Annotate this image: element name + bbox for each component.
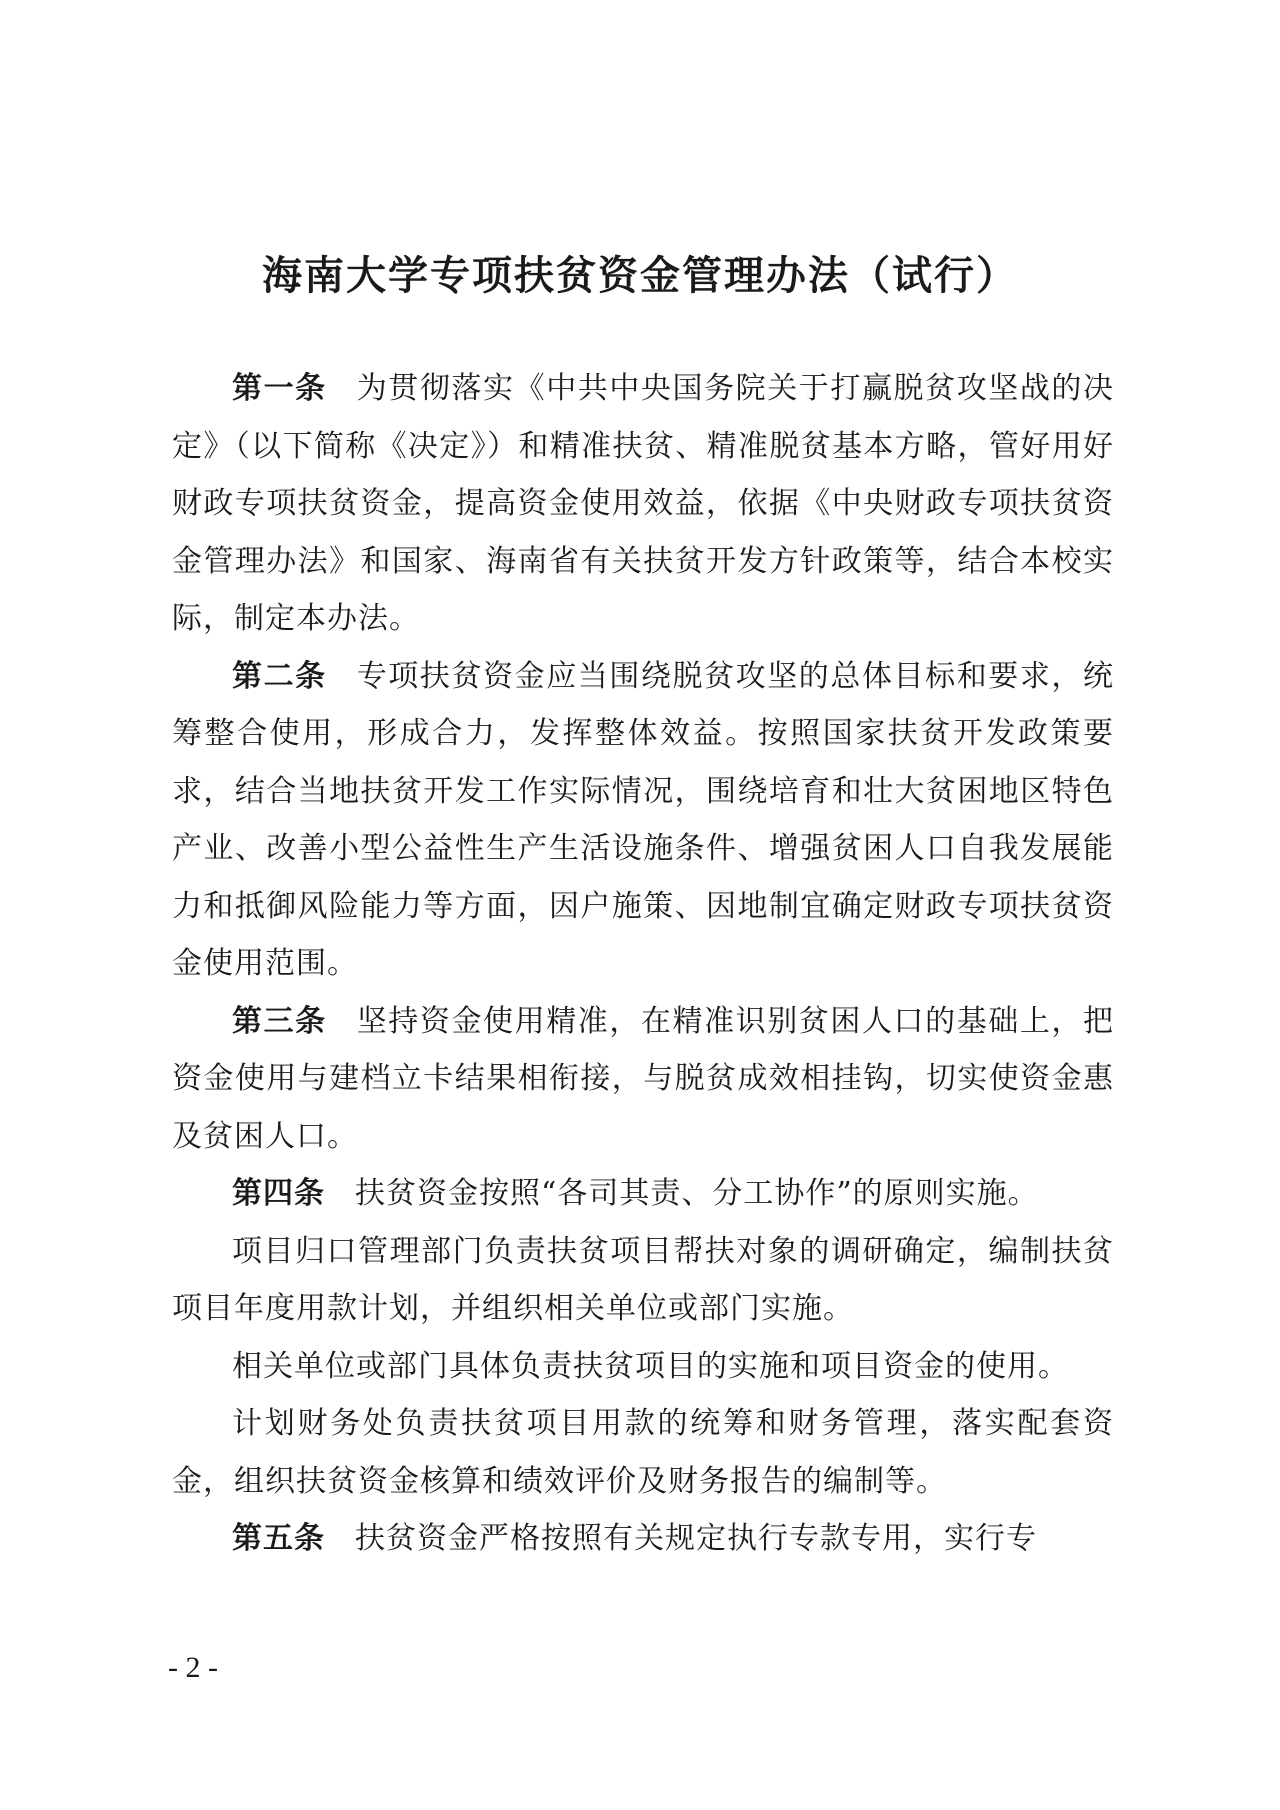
page-number: - 2 - (168, 1651, 218, 1684)
paragraph-text: 相关单位或部门具体负责扶贫项目的实施和项目资金的使用。 (232, 1348, 1069, 1384)
paragraph-text: 项目归口管理部门负责扶贫项目帮扶对象的调研确定，编制扶贫项目年度用款计划，并组织相关单位或部门实施。 (172, 1233, 1114, 1326)
body-paragraph (172, 1223, 1114, 1338)
document-title: 海南大学专项扶贫资金管理办法（试行） (262, 253, 1018, 299)
paragraph-text: 计划财务处负责扶贫项目用款的统筹和财务管理，落实配套资金，组织扶贫资金核算和绩效评价及财务报告的编制等。 (172, 1406, 1114, 1499)
body-paragraph (172, 1338, 1114, 1396)
article-4-paragraph (172, 1165, 1114, 1223)
article-2-paragraph (172, 648, 1114, 993)
article-text: 为贯彻落实《中共中央国务院关于打赢脱贫攻坚战的决定》（以下简称《决定》）和精准扶贫、精准脱贫基本方略，管好用好财政专项扶贫资金，提高资金使用效益，依据《中央财政专项扶贫资金管理办法》和国家、海南省有关扶贫开发方针政策等，结合本校实际，制定本办法。 (172, 371, 1115, 636)
article-3-paragraph (172, 993, 1114, 1166)
article-text: 坚持资金使用精准，在精准识别贫困人口的基础上，把资金使用与建档立卡结果相衔接，与脱贫成效相挂钩，切实使资金惠及贫困人口。 (172, 1003, 1115, 1154)
article-label: 第二条 (232, 658, 327, 694)
body-paragraph (172, 1395, 1114, 1510)
article-text: 扶贫资金严格按照有关规定执行专款专用，实行专 (355, 1521, 1037, 1556)
article-label: 第三条 (232, 1003, 327, 1039)
article-text: 扶贫资金按照“各司其责、分工协作”的原则实施。 (355, 1176, 1039, 1211)
article-label: 第一条 (232, 371, 327, 406)
article-1-paragraph (172, 360, 1114, 648)
document-body (172, 360, 1114, 1568)
article-label: 第四条 (232, 1176, 325, 1211)
article-5-paragraph (172, 1510, 1114, 1568)
article-label: 第五条 (232, 1521, 325, 1556)
article-text: 专项扶贫资金应当围绕脱贫攻坚的总体目标和要求，统筹整合使用，形成合力，发挥整体效益。按照国家扶贫开发政策要求，结合当地扶贫开发工作实际情况，围绕培育和壮大贫困地区特色产业、改善小型公益性生产生活设施条件、增强贫困人口自我发展能力和抵御风险能力等方面，因户施策、因地制宜确定财政专项扶贫资金使用范围。 (172, 658, 1115, 981)
